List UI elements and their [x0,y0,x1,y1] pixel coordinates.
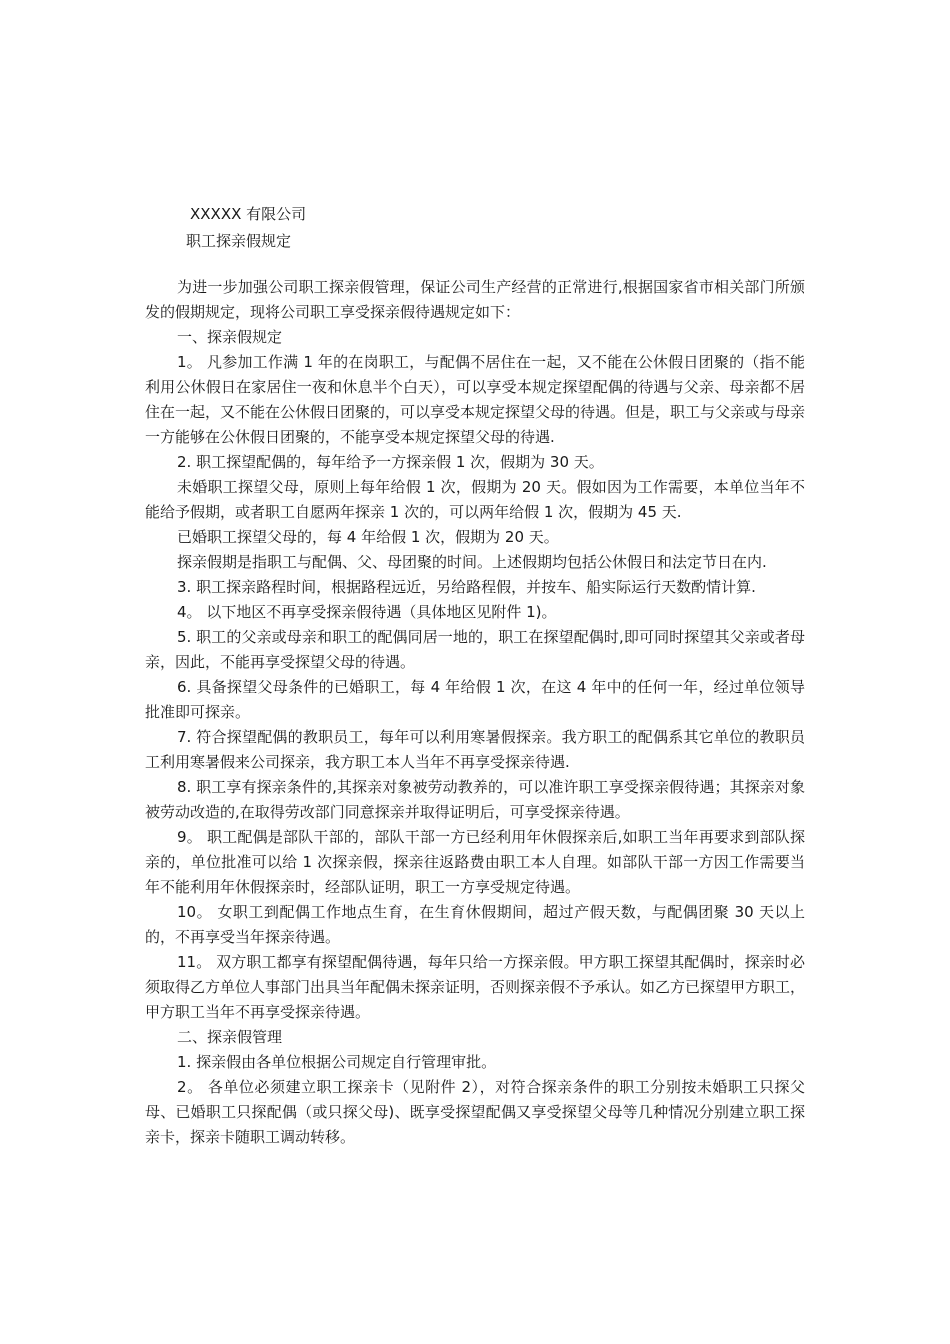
paragraph: 6. 具备探望父母条件的已婚职工，每 4 年给假 1 次，在这 4 年中的任何一年，经过单位领导批准即可探亲。 [145,678,805,721]
paragraph: 5. 职工的父亲或母亲和职工的配偶同居一地的，职工在探望配偶时,即可同时探望其父亲或者母亲，因此，不能再享受探望父母的待遇。 [145,628,805,671]
paragraph: 4。 以下地区不再享受探亲假待遇（具体地区见附件 1)。 [177,603,557,621]
document-title: 职工探亲假规定 [186,232,292,250]
paragraph: 2. 职工探望配偶的，每年给予一方探亲假 1 次，假期为 30 天。 [177,453,604,471]
section-heading-2: 二、探亲假管理 [177,1028,283,1046]
company-name: XXXXX 有限公司 [190,205,307,223]
paragraph: 9。 职工配偶是部队干部的，部队干部一方已经利用年休假探亲后,如职工当年再要求到部队探亲的，单位批准可以给 1 次探亲假，探亲往返路费由职工本人自理。如部队干部一方因工作需要当年不能利用年休假探亲时，经部队证明，职工一方享受规定待遇。 [145,828,805,896]
paragraph: 已婚职工探望父母的，每 4 年给假 1 次，假期为 20 天。 [177,528,559,546]
paragraph: 7. 符合探望配偶的教职员工，每年可以利用寒暑假探亲。我方职工的配偶系其它单位的教职员工利用寒暑假来公司探亲，我方职工本人当年不再享受探亲待遇. [145,728,805,771]
paragraph: 未婚职工探望父母，原则上每年给假 1 次，假期为 20 天。假如因为工作需要，本单位当年不能给予假期，或者职工自愿两年探亲 1 次的，可以两年给假 1 次，假期为 45 天. [145,478,805,521]
paragraph: 11。 双方职工都享有探望配偶待遇，每年只给一方探亲假。甲方职工探望其配偶时，探亲时必须取得乙方单位人事部门出具当年配偶未探亲证明，否则探亲假不予承认。如乙方已探望甲方职工，甲方职工当年不再享受探亲待遇。 [145,953,806,1021]
paragraph: 8. 职工享有探亲条件的,其探亲对象被劳动教养的，可以准许职工享受探亲假待遇；其探亲对象被劳动改造的,在取得劳改部门同意探亲并取得证明后，可享受探亲待遇。 [145,778,805,821]
paragraph: 1。 凡参加工作满 1 年的在岗职工，与配偶不居住在一起，又不能在公休假日团聚的（指不能利用公休假日在家居住一夜和休息半个白天），可以享受本规定探望配偶的待遇与父亲、母亲都不居住在一起，又不能在公休假日团聚的，可以享受本规定探望父母的待遇。但是，职工与父亲或与母亲一方能够在公休假日团聚的，不能享受本规定探望父母的待遇. [145,353,806,446]
section-heading-1: 一、探亲假规定 [177,328,283,346]
paragraph-intro: 为进一步加强公司职工探亲假管理，保证公司生产经营的正常进行,根据国家省市相关部门所颁发的假期规定，现将公司职工享受探亲假待遇规定如下： [145,278,805,321]
document-body [145,275,805,1150]
paragraph: 1. 探亲假由各单位根据公司规定自行管理审批。 [177,1053,497,1071]
paragraph: 10。 女职工到配偶工作地点生育，在生育休假期间，超过产假天数，与配偶团聚 30 天以上的，不再享受当年探亲待遇。 [145,903,805,946]
paragraph: 3. 职工探亲路程时间，根据路程远近，另给路程假，并按车、船实际运行天数酌情计算. [177,578,756,596]
paragraph: 探亲假期是指职工与配偶、父、母团聚的时间。上述假期均包括公休假日和法定节日在内. [177,553,767,571]
paragraph: 2。 各单位必须建立职工探亲卡（见附件 2），对符合探亲条件的职工分别按未婚职工只探父母、已婚职工只探配偶（或只探父母)、既享受探望配偶又享受探望父母等几种情况分别建立职工探亲卡，探亲卡随职工调动转移。 [145,1078,805,1146]
